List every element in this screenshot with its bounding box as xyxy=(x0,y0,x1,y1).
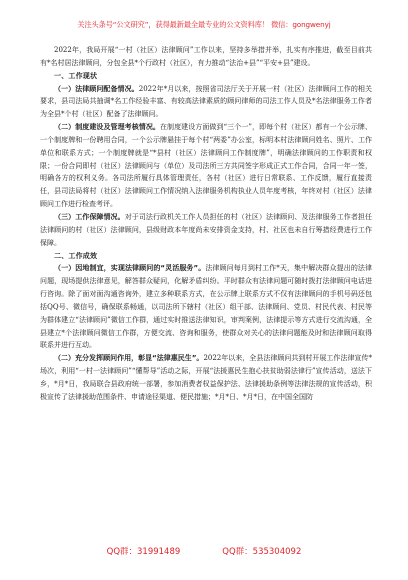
document-body xyxy=(40,44,372,404)
paragraph-lead: （三）工作保障情况。 xyxy=(54,212,125,221)
paragraph-lead: （二）充分发挥顾问作用，彰显“法律惠民生”。 xyxy=(54,354,204,363)
qq-group-2: QQ群：535304092 xyxy=(222,547,302,557)
section-heading: 一、工作现状 xyxy=(54,71,98,80)
paragraph-text: 在制度建设方面做到“三个一”，即每个村（社区）都有一个公示牌、一个制度牌和一份聘用合同，一个公示牌悬挂于每个村“两委”办公室，标明本村法律顾问姓名、照片、工作单位和联系方式；一个制度牌就是“*县村（社区）法律顾问工作制度牌”，明确法律顾问的工作职责和权限；一份合同即村（社区）法律顾问与（单位）及司法所三方共同签字形成正式工作合同，合同一年一签，明确各方的权利义务。各司法所履行具体管理责任，各村（社区）进行日常联系、工作反馈，履行直接责任，县司法局将村（社区）法律顾问工作情况纳入法律服务机构执业人员年度考核，年终对村（社区）法律顾问工作进行检查考评。 xyxy=(40,123,372,209)
body-paragraph xyxy=(40,262,372,352)
paragraph-text: 法律顾问每月到村工作*天，集中解决群众提出的法律问题，现场提供法律意见，解答群众疑问，化解矛盾纠纷。平时群众有法律问题可随时拨打法律顾问电话进行咨询。除了面对面沟通咨询外，建立多种联系方式，在公示牌上联系方式不仅有法律顾问的手机号码还包括QQ号、微信号，确保联系畅通，以司法所下辖村（社区）组干部、法律顾问、党员、村民代表、村民等为群体建立“法律顾问”微信工作群，通过实时推送法律知识，审判案例，法律提示等方式进行交流沟通，全县建立*个法律顾问微信工作群，方便交流、咨询和服务，使群众对关心的法律问题能及时和法律顾问取得联系并进行互动。 xyxy=(40,264,373,350)
paragraph-text: 2022年以来，全县法律顾问共到村开展工作法律宣传*场次，利用“一村一法律顾问”“懂帮导”活动之际，开展“法援惠民生抱心扶贫助弱法律行”宣传活动，送法下乡，*月*日，我局联合县政府统一部署，参加消费者权益保护法、法律援助条例等法律法规的宣传活动，积极宣传了法律援助范围条件、申请途径渠道、便民措施；*月*日、*月*日，在中国全国防 xyxy=(40,354,372,401)
header-banner: 关注头条号“公文研究”，获得最新最全最专业的公文资料库！ 微信：gongwenyj xyxy=(77,20,331,29)
paragraph-text: 对于司法行政机关工作人员担任的村（社区）法律顾问、及法律服务工作者担任法律顾问的村（社区）法律顾问，县级财政本年度尚未安排资金支持，村、社区也未自行筹措经费进行工作保障。 xyxy=(40,212,373,247)
body-paragraph xyxy=(40,121,372,211)
qq-group-1: QQ群：31991489 xyxy=(106,547,181,557)
paragraph-text: 2022年，我局开展“一村（社区）法律顾问”工作以来，坚持多举措并举，扎实有序推进，截至目前共有*名村居法律顾问，分包全县*个行政村（社区），有力推动“法治+县”“平安+县”建设。 xyxy=(40,46,372,67)
paragraph-lead: （一）法律顾问配备情况。 xyxy=(54,84,139,93)
body-paragraph xyxy=(40,352,372,403)
paragraph-lead: （二）制度建设及管理考核情况。 xyxy=(54,123,160,132)
paragraph-text: 2022年*月以来，按照省司法厅关于开展一村（社区）法律顾问工作的相关要求，县司法局共抽调*名工作经验丰富、有较高法律素质的顾问律师的司法工作人员及*名法律服务工作者为全县*个村（社区）配备了法律顾问。 xyxy=(40,84,372,119)
body-paragraph xyxy=(40,83,372,122)
footer-contact xyxy=(0,545,408,557)
body-paragraph xyxy=(40,211,372,250)
paragraph-lead: （一）因地制宜，实现法律顾问的“灵活服务”。 xyxy=(54,264,206,273)
body-paragraph xyxy=(40,44,372,70)
section-heading: 二、工作成效 xyxy=(54,251,98,260)
